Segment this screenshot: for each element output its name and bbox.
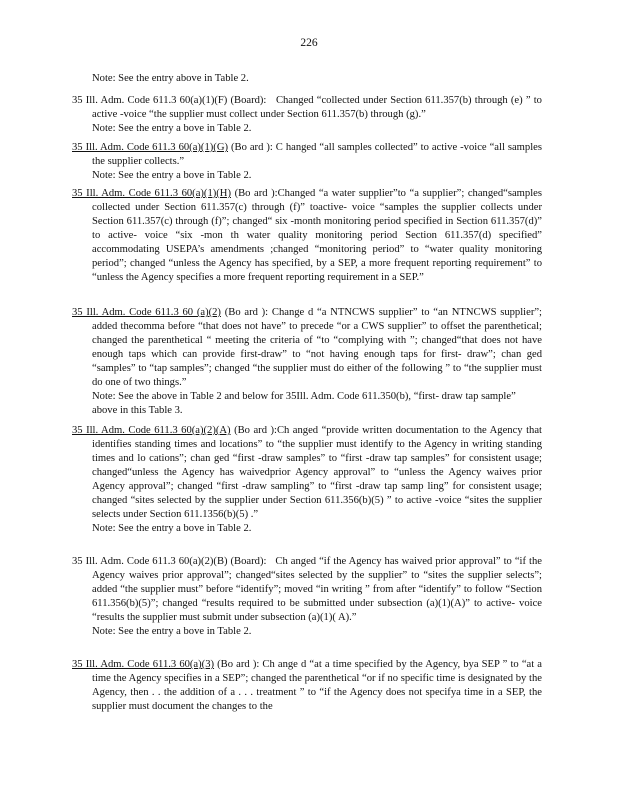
entry-611-360-a-3 xyxy=(72,658,542,714)
entry-text: (Bo ard ):Changed “a water supplier”to “a supplier”; changed“samples collected under Section 611.357(c) through (f)” toactive- voice “samples the supplier collects under Section 611.357(c) through (f)”; changed“ six -month monitoring period specified in Section 611.357(d)” to active- voice “six -mon th water quality monitoring period Section 611.357(d) specified” accommodating USEPA’s amendments ;changed “monitoring period” to “water quality monitoring period”; changed “unless the Agency has specified, by a SEP, a more frequent reporting requirement” to “unless the Agency specifies a more frequent reporting requirement in a SEP.” xyxy=(92,188,542,283)
entry-note: Note: See the entry a bove in Table 2. xyxy=(92,523,252,534)
page-number: 226 xyxy=(300,37,318,49)
entry-citation: 35 Ill. Adm. Code 611.3 60(a)(2)(A) xyxy=(72,425,231,436)
entry-text: (Bo ard ):Ch anged “provide written documentation to the Agency that identifies standing times and locations” to “the supplier must identify to the Agency in writing standing times and lo cations”; chan ged “first -draw samples” to “first -draw tap samples” for consistent usage; changed“unless the Agency has waivedprior Agency approval” to “unless the Agency waives prior Agency approval”; changed “first -draw sampling” to “first -draw tap samp ling” for consistent usage; changed “sites selected by the supplier under Section 611.356(b)(5) ” to active -voice “sites the supplier selects under Section 611.1356(b)(5) .” xyxy=(92,425,542,520)
entry-citation: 35 Ill. Adm. Code 611.3 60(a)(3) xyxy=(72,659,215,670)
entry-text: (Bo ard ): Ch ange d “at a time specified by the Agency, bya SEP ” to “at a time the Agency specifies in a SEP”; changed the parenthetical “or if no specific time is designated by the Agency, then . . the addition of a . . . treatment ” to “if the Agency does not specifya time in a SEP, the supplier must document the changes to the xyxy=(92,659,542,712)
entry-text: (Bo ard ): C hanged “all samples collected” to active -voice “all samples the supplier collects.” xyxy=(92,142,542,167)
entry-611-360-a-2 xyxy=(72,306,542,418)
entry-611-360-a-1-f xyxy=(72,94,542,136)
entry-text: Ch anged “if the Agency has waived prior approval” to “if the Agency waives prior approval”; changed“sites selected by the supplier” to “sites the supplier selects”; added “the supplier must” before “identify”; moved “in writing ” from after “identify” to follow “Section 611.356(b)(5)”; changed “results required to be submitted under subsection (a)(1)(A)” to active- voice “results the supplier must submit under subsection (a)(1)( A).” xyxy=(92,556,542,623)
entry-note: Note: See the above in Table 2 and below for 35Ill. Adm. Code 611.350(b), “first- draw tap sample” above in this Table 3. xyxy=(92,391,516,416)
entry-text: Changed “collected under Section 611.357(b) through (e) ” to active -voice “the supplier must collect under Section 611.357(b) through (g).” xyxy=(92,95,542,120)
entry-citation: 35 Ill. Adm. Code 611.3 60(a)(1)(H) xyxy=(72,188,231,199)
entry-note: Note: See the entry a bove in Table 2. xyxy=(92,123,252,134)
entry-citation: 35 Ill. Adm. Code 611.3 60(a)(1)(F) (Board): xyxy=(72,95,267,106)
entry-note: Note: See the entry a bove in Table 2. xyxy=(92,626,252,637)
entry-citation: 35 Ill. Adm. Code 611.3 60(a)(1)(G) xyxy=(72,142,228,153)
entry-citation: 35 Ill. Adm. Code 611.3 60(a)(2)(B) (Board): xyxy=(72,556,267,567)
entry-note: Note: See the entry a bove in Table 2. xyxy=(92,170,252,181)
carryover-note: Note: See the entry above in Table 2. xyxy=(92,73,249,84)
entry-611-360-a-1-g xyxy=(72,141,542,183)
entry-611-360-a-2-b xyxy=(72,555,542,639)
entry-611-360-a-2-a xyxy=(72,424,542,536)
entry-611-360-a-1-h xyxy=(72,187,542,285)
entry-text: (Bo ard ): Change d “a NTNCWS supplier” to “an NTNCWS supplier”; added thecomma before “that does not have” to precede “or a CWS supplier” to offset the parenthetical; changed the parenthetical “ meeting the criteria of “to “complying with ”; changed“that does not have enough taps which can provide first-draw” to “not having enough taps for first- draw”; chan ged “samples” to “tap samples”; changed “the supplier must do either of the following ” to “the supplier must do one of two things.” xyxy=(92,307,542,388)
entry-citation: 35 Ill. Adm. Code 611.3 60 (a)(2) xyxy=(72,307,221,318)
